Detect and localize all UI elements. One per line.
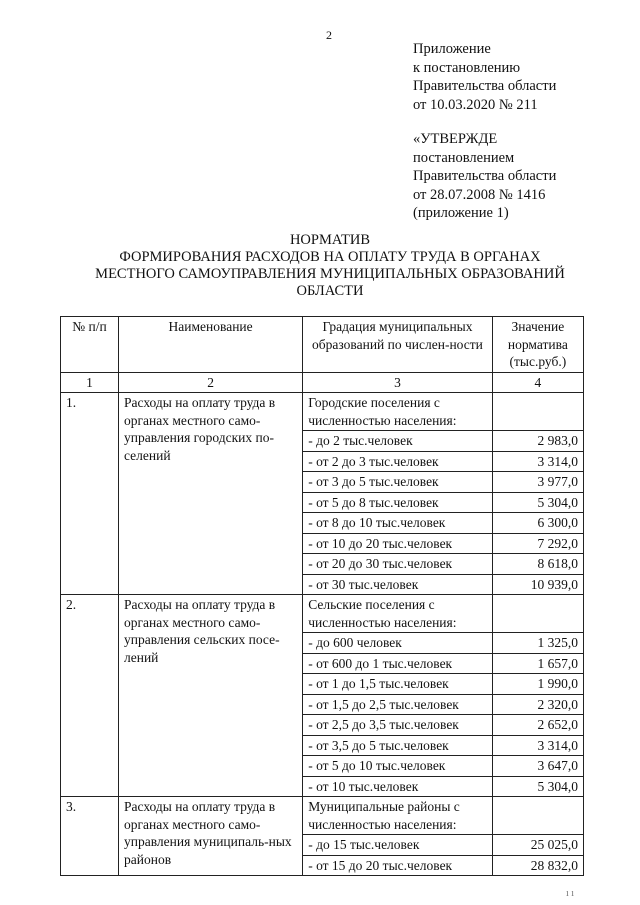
gradation-cell: - от 15 до 20 тыс.человек	[303, 855, 493, 876]
header-gradation: Градация муниципальных образований по числен-ности	[303, 317, 493, 373]
section-group: Сельские поселения с численностью населения:	[303, 595, 493, 633]
document-title	[60, 232, 600, 300]
appendix-line: Правительства области	[413, 78, 557, 94]
index-cell: 1	[61, 372, 119, 393]
gradation-cell: - до 2 тыс.человек	[303, 431, 493, 452]
value-cell: 3 314,0	[492, 735, 583, 756]
value-cell: 3 977,0	[492, 472, 583, 493]
gradation-cell: - от 8 до 10 тыс.человек	[303, 513, 493, 534]
value-cell: 28 832,0	[492, 855, 583, 876]
value-cell: 25 025,0	[492, 835, 583, 856]
value-cell: 1 657,0	[492, 653, 583, 674]
value-cell: 7 292,0	[492, 533, 583, 554]
section-name: Расходы на оплату труда в органах местного само-управления городских по-селений	[119, 393, 303, 595]
section-name: Расходы на оплату труда в органах местного само-управления сельских посе-лений	[119, 595, 303, 797]
value-cell: 5 304,0	[492, 492, 583, 513]
value-cell: 5 304,0	[492, 776, 583, 797]
approved-line: (приложение 1)	[413, 205, 509, 221]
value-cell: 1 990,0	[492, 674, 583, 695]
gradation-cell: - от 30 тыс.человек	[303, 574, 493, 595]
header-value: Значение норматива (тыс.руб.)	[492, 317, 583, 373]
gradation-cell: - от 600 до 1 тыс.человек	[303, 653, 493, 674]
section-number: 3.	[61, 797, 119, 876]
empty-cell	[492, 797, 583, 835]
title-line: НОРМАТИВ	[289, 232, 371, 248]
approved-line: Правительства области	[413, 168, 557, 184]
gradation-cell: - от 5 до 10 тыс.человек	[303, 756, 493, 777]
page-number: 2	[326, 28, 332, 42]
title-line: МЕСТНОГО САМОУПРАВЛЕНИЯ МУНИЦИПАЛЬНЫХ ОБРАЗОВАНИЙ	[95, 266, 565, 282]
value-cell: 6 300,0	[492, 513, 583, 534]
table-row	[61, 393, 584, 431]
norm-table	[60, 316, 584, 876]
value-cell: 2 320,0	[492, 694, 583, 715]
gradation-cell: - от 3 до 5 тыс.человек	[303, 472, 493, 493]
gradation-cell: - до 15 тыс.человек	[303, 835, 493, 856]
approved-note	[413, 130, 556, 223]
index-cell: 3	[303, 372, 493, 393]
appendix-line: от 10.03.2020 № 211	[413, 96, 538, 113]
header-name: Наименование	[119, 317, 303, 373]
scan-mark: ı ı	[566, 888, 575, 899]
approved-line: «УТВЕРЖДЕ	[413, 131, 498, 147]
section-group: Городские поселения с численностью населения:	[303, 393, 493, 431]
gradation-cell: - до 600 человек	[303, 633, 493, 654]
section-group: Муниципальные районы с численностью населения:	[303, 797, 493, 835]
index-cell: 2	[119, 372, 303, 393]
gradation-cell: - от 2,5 до 3,5 тыс.человек	[303, 715, 493, 736]
table-header-row	[61, 317, 584, 373]
gradation-cell: - от 1,5 до 2,5 тыс.человек	[303, 694, 493, 715]
gradation-cell: - от 20 до 30 тыс.человек	[303, 554, 493, 575]
gradation-cell: - от 10 до 20 тыс.человек	[303, 533, 493, 554]
section-name: Расходы на оплату труда в органах местного само-управления муниципаль-ных районов	[119, 797, 303, 876]
header-num: № п/п	[61, 317, 119, 373]
empty-cell	[492, 393, 583, 431]
approved-line: от 28.07.2008 № 1416	[413, 186, 546, 203]
index-cell: 4	[492, 372, 583, 393]
gradation-cell: - от 2 до 3 тыс.человек	[303, 451, 493, 472]
title-line: ОБЛАСТИ	[296, 283, 364, 299]
value-cell: 10 939,0	[492, 574, 583, 595]
gradation-cell: - от 10 тыс.человек	[303, 776, 493, 797]
title-line: ФОРМИРОВАНИЯ РАСХОДОВ НА ОПЛАТУ ТРУДА В ОРГАНАХ	[119, 249, 541, 265]
gradation-cell: - от 1 до 1,5 тыс.человек	[303, 674, 493, 695]
approved-line: постановлением	[413, 149, 515, 166]
appendix-line: Приложение	[413, 41, 491, 57]
value-cell: 8 618,0	[492, 554, 583, 575]
appendix-note	[413, 40, 556, 114]
gradation-cell: - от 5 до 8 тыс.человек	[303, 492, 493, 513]
value-cell: 2 652,0	[492, 715, 583, 736]
value-cell: 3 647,0	[492, 756, 583, 777]
appendix-line: к постановлению	[413, 59, 521, 76]
value-cell: 3 314,0	[492, 451, 583, 472]
table-row	[61, 797, 584, 835]
section-number: 2.	[61, 595, 119, 797]
table-body	[61, 393, 584, 876]
gradation-cell: - от 3,5 до 5 тыс.человек	[303, 735, 493, 756]
value-cell: 1 325,0	[492, 633, 583, 654]
empty-cell	[492, 595, 583, 633]
section-number: 1.	[61, 393, 119, 595]
value-cell: 2 983,0	[492, 431, 583, 452]
table-index-row	[61, 372, 584, 393]
table-row	[61, 595, 584, 633]
